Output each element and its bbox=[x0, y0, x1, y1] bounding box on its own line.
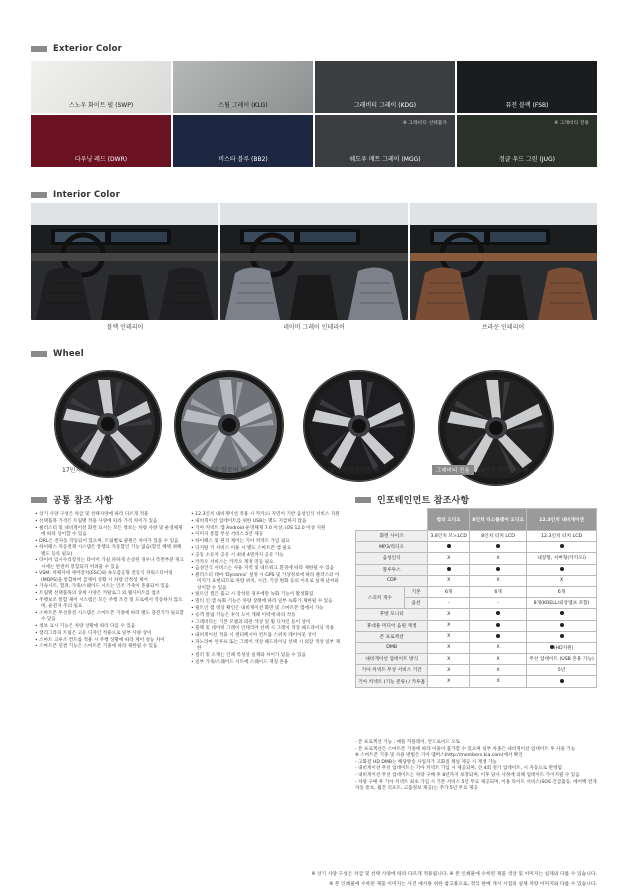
note-item: • DRL은 전자동 작동되어 있으며, 트림별로 광원은 차이가 있을 수 있음 bbox=[35, 539, 185, 545]
row-sublabel: 옵션 bbox=[404, 598, 428, 609]
color-name: 다우닝 레드 (DWR) bbox=[74, 156, 128, 163]
wheel-label-4 bbox=[432, 465, 529, 475]
note-item: • 내비게이션 적용 시 센터페시아 컨트롤 스위치 레이아웃 상이 bbox=[191, 633, 343, 639]
interior-label-1: 블랙 인테리어 bbox=[106, 324, 144, 331]
note-item: • 가속시트, 험퍼, 가죽/스웨이드 시트는 인조 가죽이 혼용되어 있음 bbox=[35, 584, 185, 590]
interior-illustration bbox=[31, 203, 218, 320]
included-dot-icon bbox=[560, 679, 564, 683]
interior-image bbox=[31, 203, 218, 320]
table-row bbox=[356, 654, 597, 665]
table-cell: X bbox=[428, 654, 470, 665]
wheel-label-4-text: 19인치 전면가공 휠 bbox=[476, 467, 529, 474]
note-item: • 일부 가죽/스웨이드 시트에 스웨이드 재질 혼용 bbox=[191, 660, 343, 666]
notes-section-title bbox=[31, 493, 113, 506]
table-row bbox=[356, 676, 597, 687]
table-cell bbox=[470, 564, 527, 575]
table-cell: 12.3인치 터치 LCD bbox=[527, 531, 597, 542]
interior-section-title bbox=[31, 190, 120, 200]
section-bar bbox=[355, 497, 371, 503]
table-header: 컬러 오디오 bbox=[428, 509, 470, 531]
row-label: 내비게이션 업데이트 방식 bbox=[356, 654, 428, 665]
note-item: • 승객 알림 기능은 후석 도어 개폐 이력에 따라 작동 bbox=[191, 613, 343, 619]
table-cell: X bbox=[527, 575, 597, 586]
note-item: • 트림별 선택품목의 상세 사양은 카탈로그 외 웹사이트를 참조 bbox=[35, 591, 185, 597]
wheel-label-2: 18인치 알로이 휠 bbox=[200, 467, 247, 474]
color-name: 쉐도우 매트 그레이 (MGG) bbox=[349, 156, 421, 163]
note-item: • 타이어 임시수리장치는 타이어 가실 파하게 손상된 경우나 측면부분 펑크 시에는 완전히 봉합되지 어려울 수 있음 bbox=[35, 558, 185, 570]
note-item: • 공동 소유자 공유 시 최대 4명까지 공유 가능 bbox=[191, 553, 343, 559]
spec-notes bbox=[355, 740, 600, 793]
table-cell bbox=[527, 631, 597, 642]
row-label: 기아 커넥트 (기능 분류) / 카투홈 bbox=[356, 676, 428, 687]
interior-image bbox=[220, 203, 407, 320]
spec-note: - 내비게이션 무선 업데이트는 차량 구매 후 8년까지 보장되며, 이후 당사 사정에 의해 업데이트 가이지될 수 있음 bbox=[355, 772, 580, 778]
table-cell bbox=[428, 542, 470, 553]
table-cell: X bbox=[470, 665, 527, 676]
table-cell: - bbox=[428, 598, 470, 609]
table-cell: X bbox=[428, 575, 470, 586]
note-item: • 캘리그라피 트림은 고유 디자인 적용으로 일부 사양 상이 bbox=[35, 631, 185, 637]
table-cell bbox=[428, 564, 470, 575]
table-cell: X bbox=[470, 654, 527, 665]
table-row bbox=[356, 642, 597, 653]
wheel-label-1: 17인치 전면가공 휠 bbox=[62, 467, 115, 474]
row-label: 휴대용 미디어 음원 재생 bbox=[356, 620, 428, 631]
notes-title: 공통 참조 사항 bbox=[53, 496, 114, 506]
interior-images bbox=[31, 203, 597, 320]
footer-line-1: ※ 상기 사양 구성은 차급 및 선택 사양에 따라 다르게 적용됩니다. ※ 본 인쇄물에 수록된 제품 색상 및 이미지는 실제와 다를 수 있습니다. bbox=[311, 872, 597, 877]
table-cell: X bbox=[428, 665, 470, 676]
table-cell: X bbox=[428, 620, 470, 631]
row-label: 기아 커넥트 무상 서비스 기간 bbox=[356, 665, 428, 676]
spec-note: - 차량 구매 후 기아 커넥트 최초 가입 시 기본 서비스 5년 무료 제공되며, 이용 라이트 서비스(SOS 긴급출동, 에어백 전개 자동 통보, 월간 리포트, 고품정보 제공)는 추가 5년 무료 제공 bbox=[355, 779, 597, 792]
included-dot-icon bbox=[496, 567, 500, 571]
table-cell: X bbox=[428, 676, 470, 687]
spec-note: ※ 스마트폰 기종 및 사용 방법은 기아 멤버스(http://members.kia.com)에서 확인 bbox=[355, 753, 523, 759]
included-dot-icon bbox=[560, 567, 564, 571]
table-cell bbox=[527, 564, 597, 575]
table-header: 8인치 디스플레이 오디오 bbox=[470, 509, 527, 531]
note-item: • 주행보조 통합 제어 시스템은 모든 주행 조건 및 도로에서 작동하지 않으며, 운전자 주의 필요 bbox=[35, 598, 185, 610]
spec-section-title bbox=[355, 493, 469, 506]
spec-note: - 고화질 HD DMB는 해당방송 사업자가 고화질 채널 제공 시 재생 가능 bbox=[355, 759, 497, 765]
note-item: • 컬러 및 소재는 인쇄 특성상 실제와 차이가 있을 수 있음 bbox=[191, 653, 343, 659]
table-cell bbox=[527, 542, 597, 553]
table-cell: - bbox=[470, 598, 527, 609]
table-cell: 6개 bbox=[527, 586, 597, 597]
row-label: 스피커 개수 bbox=[356, 586, 405, 608]
table-cell: 8개(KRELL/외장앰프 포함) bbox=[527, 598, 597, 609]
included-dot-icon bbox=[560, 544, 564, 548]
table-row bbox=[356, 631, 597, 642]
interior-label-3: 브라운 인테리어 bbox=[481, 324, 525, 331]
wheel-label-3: 19인치 전면가공 휠 bbox=[327, 467, 380, 474]
notes-column-2 bbox=[191, 512, 343, 667]
spec-title: 인포테인먼트 참조사항 bbox=[377, 496, 470, 506]
note-item: • 하이패스 및 원격 제어는 기아 커넥트 가입 필요 bbox=[191, 539, 343, 545]
notes-column-1 bbox=[35, 512, 185, 651]
note-item: • 멀티 인 캠 녹화 기능은 차량 상태에 따라 일부 녹화가 제한될 수 있음 bbox=[191, 599, 343, 605]
note-item: • 디지털 키 서비스 이용 시 별도 스마트폰 앱 필요 bbox=[191, 546, 343, 552]
included-dot-icon bbox=[447, 567, 451, 571]
note-item: • 선택품목 가격은 트림별 적용 사양에 따라 가격 차이가 있음 bbox=[35, 519, 185, 525]
table-cell bbox=[470, 631, 527, 642]
note-item: • 하이패스 자동결제 시스템은 통행료 자동할인 기능 없음(할인 혜택 위해 별도 등록 필요) bbox=[35, 545, 185, 557]
table-header-blank bbox=[356, 509, 428, 531]
section-bar bbox=[31, 46, 47, 52]
note-item: • 블랙 및 네이비 그레이 인테리어 선택 시 그레이 색상 헤드라이닝 적용 bbox=[191, 626, 343, 632]
table-cell: 3.8인치 모노LCD bbox=[428, 531, 470, 542]
table-cell: X bbox=[470, 553, 527, 564]
table-cell: 6개 bbox=[428, 586, 470, 597]
row-label: DMB bbox=[356, 642, 428, 653]
color-swatch bbox=[457, 61, 597, 113]
note-item: • 파노라마 선루프 또는 그레이 색상 헤드라이닝 선택 시 외장 색상 일부 제한 bbox=[191, 640, 343, 652]
section-bar bbox=[31, 192, 47, 198]
wheel-section-title bbox=[31, 349, 84, 359]
table-header: 12.3인치 내비게이션 bbox=[527, 509, 597, 531]
note-item: • 빌트인 캠은 출고 시 장착된 경우에만 녹화 기능이 활성화됨 bbox=[191, 592, 343, 598]
table-row bbox=[356, 542, 597, 553]
note-item: • 상기 사양 구성은 차급 및 선택사양에 따라 다르게 적용 bbox=[35, 512, 185, 518]
color-swatch bbox=[173, 115, 313, 167]
included-dot-icon bbox=[560, 634, 564, 638]
table-cell bbox=[527, 676, 597, 687]
row-label: 폰 프로젝션 bbox=[356, 631, 428, 642]
spec-note: - 폰 프로젝션 기능 : 애플 카플레이, 안드로이드 오토 bbox=[355, 740, 461, 745]
note-item: • 스마트폰 무선충전 시스템은 스마트폰 기종에 따라 별도 충전기가 필요할 수 있음 bbox=[35, 611, 185, 623]
table-cell: (HD지원) bbox=[527, 642, 597, 653]
table-cell: 6개 bbox=[470, 586, 527, 597]
note-item: • 그래비티는 기본 모델과 외관 색상 및 휠 디자인 등이 상이 bbox=[191, 620, 343, 626]
note-item: • 클러스터 및 내비게이션 화면 표시는 모든 정보는 차량 사양 및 운영체제에 따라 상이할 수 있음 bbox=[35, 526, 185, 538]
table-row bbox=[356, 609, 597, 620]
color-name: 그래비티 그레이 (KDG) bbox=[353, 102, 417, 109]
table-cell: 8인치 터치 LCD bbox=[470, 531, 527, 542]
note-item: • 내비게이션 업데이트를 위한 USB는 별도 지급하지 않음 bbox=[191, 519, 343, 525]
table-cell: 무선 업데이트 (USB 혼용 가능) bbox=[527, 654, 597, 665]
note-item: • 이미지 통합 무상 서비스 5년 제공 bbox=[191, 532, 343, 538]
note-item: • 스마트 크루즈 컨트롤 적용 시 주행 상황에 따라 제어 성능 차이 bbox=[35, 638, 185, 644]
color-name: 정글 우드 그린 (JUG) bbox=[499, 156, 555, 163]
color-swatch bbox=[315, 61, 455, 113]
note-item: • 기아 커넥트 앱 Android 운영체제 7.0 이상, iOS 12.0 이상 지원 bbox=[191, 526, 343, 532]
included-dot-icon bbox=[496, 544, 500, 548]
table-cell: X bbox=[428, 609, 470, 620]
table-row bbox=[356, 620, 597, 631]
row-label: 후방 모니터 bbox=[356, 609, 428, 620]
note-item: • 클러스터 테마 'Dynamic' 설정 시 GPS 및 기상정보에 따라 클러스터 이미지가 표현되므로 차량 위치, 시간, 기상 변화 등의 이유로 실제 날씨와 상이할 수 있음 bbox=[191, 573, 343, 592]
included-dot-icon bbox=[496, 634, 500, 638]
table-cell: X bbox=[428, 553, 470, 564]
color-name: 스틸 그레이 (KLG) bbox=[218, 102, 268, 109]
color-note: ※ 그래비티 전용 bbox=[554, 121, 589, 126]
table-cell bbox=[470, 620, 527, 631]
table-cell: X bbox=[470, 642, 527, 653]
row-sublabel: 기본 bbox=[404, 586, 428, 597]
table-cell: X bbox=[470, 575, 527, 586]
row-label: 블루투스 bbox=[356, 564, 428, 575]
note-item: • 정보 표시 기능은 차량 상황에 따라 다를 수 있음 bbox=[35, 624, 185, 630]
wheel-title: Wheel bbox=[53, 349, 84, 359]
table-cell: X bbox=[470, 676, 527, 687]
table-cell bbox=[470, 609, 527, 620]
table-row bbox=[356, 553, 597, 564]
exterior-section-title bbox=[31, 44, 122, 54]
included-dot-icon bbox=[560, 611, 564, 615]
table-cell bbox=[470, 542, 527, 553]
included-dot-icon bbox=[496, 611, 500, 615]
table-cell: X bbox=[428, 642, 470, 653]
note-item: • VSM: 차체자세 제어장치(ESC)와 속도감응형 전동식 파워스티어링(MDPS)을 통합하여 급제어 상황 시 차량 안정성 제어 bbox=[35, 571, 185, 583]
table-row bbox=[356, 586, 597, 597]
color-swatch bbox=[31, 115, 171, 167]
included-dot-icon bbox=[496, 623, 500, 627]
row-label: CDP bbox=[356, 575, 428, 586]
interior-illustration bbox=[410, 203, 597, 320]
infotainment-table bbox=[355, 508, 597, 688]
note-item: • 음성인식 서비스는 사용 지역 및 네트워크 환경에 따라 제한될 수 있음 bbox=[191, 566, 343, 572]
table-cell bbox=[527, 620, 597, 631]
color-swatch bbox=[457, 115, 597, 167]
exterior-swatches bbox=[31, 61, 597, 167]
wheel-icon bbox=[52, 368, 164, 480]
note-item: • 스마트폰 연결 기능은 스마트폰 기종에 따라 제한될 수 있음 bbox=[35, 644, 185, 650]
included-dot-icon bbox=[550, 645, 554, 649]
note-item: • 빌트인 캠 영상 확인은 내비게이션 화면 및 스마트폰 앱에서 가능 bbox=[191, 606, 343, 612]
table-row bbox=[356, 575, 597, 586]
row-label: 화면 사이즈 bbox=[356, 531, 428, 542]
interior-label-2: 네이비 그레이 인테리어 bbox=[283, 324, 345, 331]
table-row bbox=[356, 564, 597, 575]
footer-line-2: ※ 본 인쇄물에 수록된 제품 이미지는 사진 예시용 위한 참고용으로, 정식 판매 개시 시점의 실제 차량 이미지와 다를 수 있습니다. bbox=[329, 882, 597, 887]
color-note: ※ 그래비티 선택불가 bbox=[402, 121, 447, 126]
included-dot-icon bbox=[560, 623, 564, 627]
included-dot-icon bbox=[447, 544, 451, 548]
color-name: 퓨전 블랙 (FSB) bbox=[505, 102, 549, 109]
note-item: • 12.3인치 내비게이션 적용 시 카카오i 자연어 기반 음성인식 서비스 지원 bbox=[191, 512, 343, 518]
table-cell: X bbox=[428, 631, 470, 642]
color-swatch bbox=[315, 115, 455, 167]
row-label: MP3/라디오 bbox=[356, 542, 428, 553]
color-swatch bbox=[31, 61, 171, 113]
color-name: 비스타 블루 (BB2) bbox=[218, 156, 268, 163]
note-item: • 카카오 서비스는 카카오 계정 연동 필요 bbox=[191, 560, 343, 566]
interior-title: Interior Color bbox=[53, 190, 120, 200]
table-row bbox=[356, 531, 597, 542]
color-swatch bbox=[173, 61, 313, 113]
table-cell: 5년 bbox=[527, 665, 597, 676]
table-cell bbox=[527, 609, 597, 620]
section-bar bbox=[31, 351, 47, 357]
color-name: 스노우 화이트 펄 (SWP) bbox=[68, 102, 134, 109]
spec-note: - 내비게이션 무선 업데이트는 기아 커넥트 가입 시 제공되며, 연 4회 정기 업데이트, 시 자동으로 반영됨 bbox=[355, 766, 562, 772]
spec-note: - 폰 프로젝션은 스마트폰 기종에 따라 이용이 불가할 수 있으며 일부 차종은 내비게이션 업데이트 후 사용 가능 bbox=[355, 746, 576, 752]
exterior-title: Exterior Color bbox=[53, 44, 123, 54]
row-label: 음성인식 bbox=[356, 553, 428, 564]
interior-image bbox=[410, 203, 597, 320]
interior-illustration bbox=[220, 203, 407, 320]
table-row bbox=[356, 665, 597, 676]
section-bar bbox=[31, 497, 47, 503]
table-cell: 내장형, 서버형(카카오i) bbox=[527, 553, 597, 564]
gravity-badge: 그래비티 전용 bbox=[432, 465, 474, 475]
